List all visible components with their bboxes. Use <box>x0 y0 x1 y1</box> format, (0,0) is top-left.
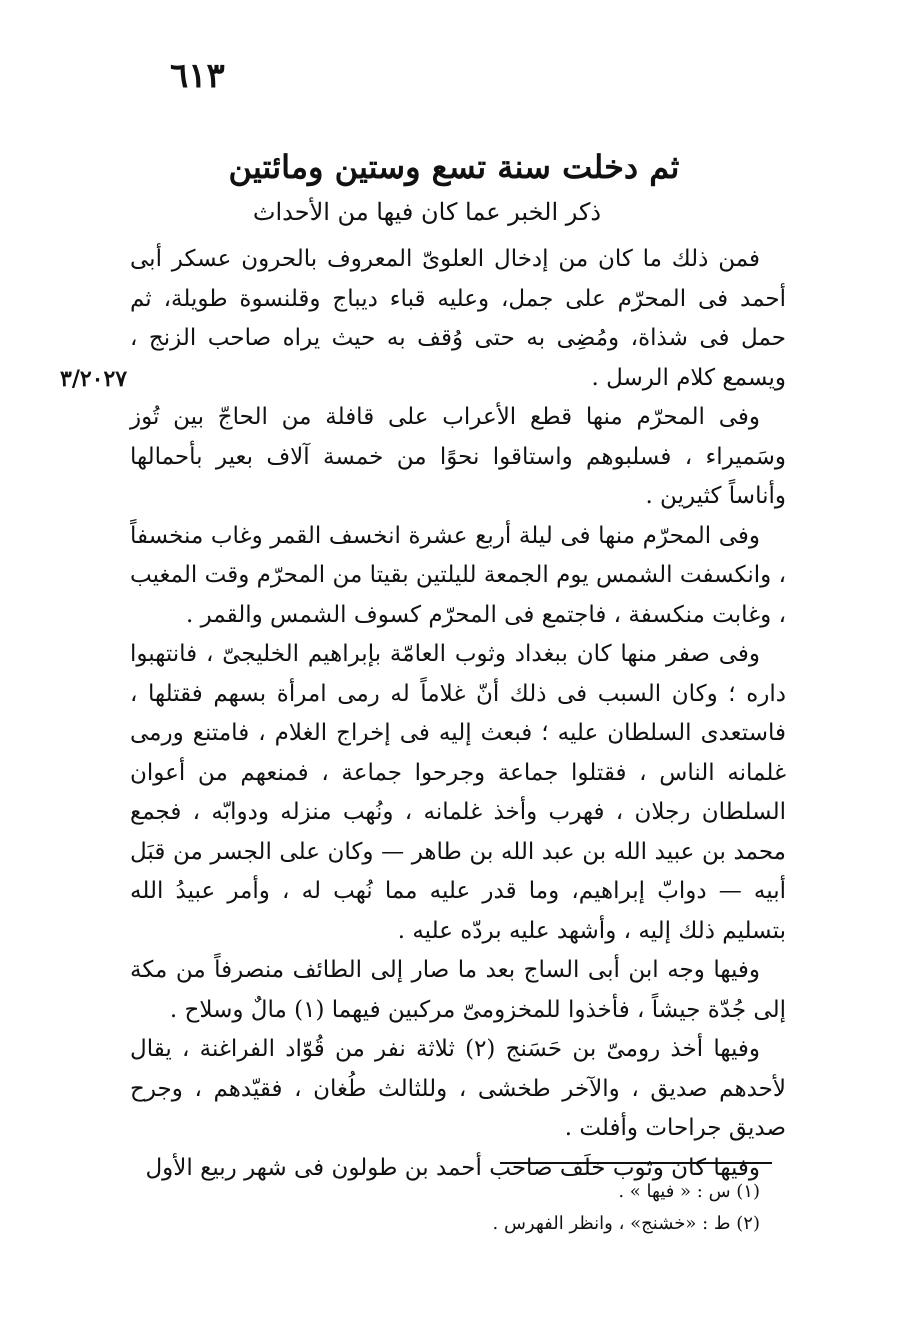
chapter-subtitle: ذكر الخبر عما كان فيها من الأحداث <box>252 198 602 226</box>
paragraph: وفى المحرّم منها قطع الأعراب على قافلة من الحاجّ بين تُوز وسَميراء ، فسلبوهم واستاقوا نحوًا من خمسة آلاف بعير بأحمالها وأناساً كثيرين . <box>130 404 786 509</box>
chapter-title: ثم دخلت سنة تسع وستين ومائتين <box>228 148 680 186</box>
paragraph: وفيها وجه ابن أبى الساج بعد ما صار إلى الطائف منصرفاً من مكة إلى جُدّة جيشاً ، فأخذوا للمخزومىّ مركبين فيهما (١) مالٌ وسلاح . <box>130 957 786 1023</box>
margin-reference: ٣/٢٠٢٧ <box>60 366 128 392</box>
paragraph: وفيها أخذ رومىّ بن حَسَنج (٢) ثلاثة نفر من قُوّاد الفراغنة ، يقال لأحدهم صديق ، والآخر طخشى ، وللثالث طُغان ، فقيّدهم ، وجرح صديق جراحات وأفلت . <box>130 1036 786 1141</box>
paragraph: وفى المحرّم منها فى ليلة أربع عشرة انخسف القمر وغاب منخسفاً ، وانكسفت الشمس يوم الجمعة لليلتين بقيتا من المحرّم وقت المغيب ، وغابت منكسفة ، فاجتمع فى المحرّم كسوف الشمس والقمر . <box>130 522 786 628</box>
footnotes <box>430 1176 760 1240</box>
footnote: (١) س : « فيها » . <box>618 1181 760 1202</box>
paragraph: فمن ذلك ما كان من إدخال العلوىّ المعروف بالحرون عسكر أبى أحمد فى المحرّم على جمل، وعليه قباء ديباج وقلنسوة طويلة، ثم حمل فى شذاة، ومُضِى به حتى وُقف به حيث يراه صاحب الزنج ، ويسمع كلام الرسل . <box>130 246 786 391</box>
paragraph: وفى صفر منها كان ببغداد وثوب العامّة بإبراهيم الخليجىّ ، فانتهبوا داره ؛ وكان السبب فى ذلك أنّ غلاماً له رمى امرأة بسهم فقتلها ، فاستعدى السلطان عليه ؛ فبعث إليه فى إخراج الغلام ، فامتنع ورمى غلمانه الناس ، فقتلوا جماعة وجرحوا جماعة ، فمنعهم من أعوان السلطان رجلان ، فهرب وأخذ غلمانه ، ونُهب منزله ودوابّه ، فجمع محمد بن عبيد الله بن عبد الله بن طاهر — وكان على الجسر من قبَل أبيه — دوابّ إبراهيم، وما قدر عليه مما نُهب له ، وأمر عبيدُ الله بتسليم ذلك إليه ، وأشهد عليه بردّه عليه . <box>130 641 786 944</box>
paragraph: وفيها كان وثوب خلَف صاحب أحمد بن طولون فى شهر ربيع الأول <box>145 1154 760 1181</box>
footnote-divider <box>500 1162 772 1164</box>
footnote: (٢) ط : «خشنج» ، وانظر الفهرس . <box>492 1213 760 1234</box>
body-text <box>130 240 786 1188</box>
page-number: ٦١٣ <box>170 56 225 96</box>
